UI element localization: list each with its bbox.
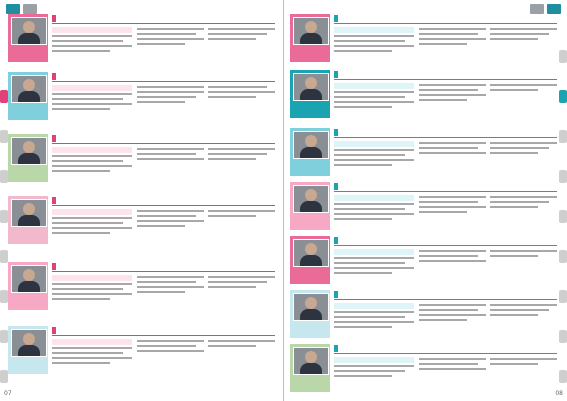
lecture-title <box>360 70 557 79</box>
page-number: 08 <box>555 390 563 397</box>
entry-title-bar <box>52 262 275 272</box>
lecture-entry <box>290 182 557 230</box>
detail-column <box>208 146 275 180</box>
detail-column <box>419 248 486 282</box>
speaker-column <box>290 344 330 392</box>
entry-body <box>52 326 275 374</box>
lecture-title <box>78 326 275 335</box>
speaker-photo <box>293 17 329 45</box>
lecture-title <box>360 128 557 137</box>
detail-column <box>490 248 557 282</box>
detail-column <box>490 82 557 116</box>
speaker-column <box>290 14 330 62</box>
entry-title-bar <box>334 128 557 138</box>
field-badge <box>334 71 338 78</box>
speaker-column <box>290 182 330 230</box>
detail-column <box>419 26 486 60</box>
entry-title-bar <box>334 14 557 24</box>
side-tab[interactable] <box>559 170 567 183</box>
field-badge <box>52 73 56 80</box>
speaker-name <box>8 165 48 174</box>
speaker-photo <box>293 239 329 267</box>
speaker-photo <box>293 185 329 213</box>
detail-column <box>208 274 275 308</box>
speaker-photo <box>293 131 329 159</box>
speaker-name <box>290 267 330 276</box>
lecture-entry <box>290 290 557 338</box>
summary-column <box>334 26 414 60</box>
detail-column <box>208 338 275 372</box>
detail-column <box>490 140 557 174</box>
detail-column <box>137 26 204 60</box>
side-tab[interactable] <box>0 90 8 103</box>
summary-column <box>334 302 414 336</box>
right-page <box>284 0 567 401</box>
lecture-entry <box>290 236 557 284</box>
side-tab[interactable] <box>559 210 567 223</box>
speaker-meta <box>290 276 330 284</box>
side-tab[interactable] <box>559 290 567 303</box>
entry-title-bar <box>52 14 275 24</box>
lecture-entry <box>8 326 275 374</box>
entry-body <box>334 14 557 62</box>
speaker-name <box>8 45 48 54</box>
speaker-column <box>8 262 48 310</box>
detail-column <box>419 194 486 228</box>
entry-body <box>334 290 557 338</box>
speaker-meta <box>290 384 330 392</box>
field-badge <box>334 183 338 190</box>
speaker-name <box>8 227 48 236</box>
speaker-meta <box>290 168 330 176</box>
entry-title-bar <box>52 326 275 336</box>
side-tab[interactable] <box>559 130 567 143</box>
side-tab[interactable] <box>0 210 8 223</box>
lecture-title <box>360 344 557 353</box>
field-badge <box>52 197 56 204</box>
speaker-column <box>290 70 330 118</box>
speaker-name <box>290 375 330 384</box>
speaker-photo <box>11 17 47 45</box>
speaker-photo <box>293 73 329 101</box>
header-tag <box>23 4 37 14</box>
speaker-meta <box>8 236 48 244</box>
header-tag <box>530 4 544 14</box>
speaker-meta <box>8 54 48 62</box>
field-badge <box>52 263 56 270</box>
entry-body <box>334 128 557 176</box>
header-tag <box>6 4 20 14</box>
speaker-meta <box>8 112 48 120</box>
lecture-entry <box>8 134 275 182</box>
speaker-photo <box>11 75 47 103</box>
entry-title-bar <box>52 72 275 82</box>
speaker-photo <box>11 265 47 293</box>
summary-column <box>52 338 132 372</box>
entry-body <box>334 344 557 392</box>
entry-title-bar <box>52 196 275 206</box>
speaker-photo <box>293 293 329 321</box>
detail-column <box>208 84 275 118</box>
speaker-photo <box>11 137 47 165</box>
speaker-meta <box>290 222 330 230</box>
side-tab[interactable] <box>559 90 567 103</box>
summary-column <box>334 140 414 174</box>
entry-body <box>52 196 275 244</box>
lecture-title <box>78 134 275 143</box>
detail-column <box>208 26 275 60</box>
detail-column <box>490 356 557 390</box>
speaker-meta <box>290 110 330 118</box>
speaker-meta <box>290 330 330 338</box>
detail-column <box>137 274 204 308</box>
speaker-photo <box>11 329 47 357</box>
speaker-name <box>290 45 330 54</box>
field-badge <box>334 345 338 352</box>
detail-column <box>419 302 486 336</box>
side-tab[interactable] <box>0 250 8 263</box>
side-tab[interactable] <box>0 290 8 303</box>
lecture-title <box>360 14 557 23</box>
detail-column <box>208 208 275 242</box>
lecture-entry <box>8 196 275 244</box>
lecture-title <box>78 14 275 23</box>
detail-column <box>137 338 204 372</box>
side-tab[interactable] <box>559 250 567 263</box>
side-tab[interactable] <box>559 370 567 383</box>
field-badge <box>334 129 338 136</box>
lecture-entry <box>8 262 275 310</box>
side-tab[interactable] <box>0 170 8 183</box>
summary-column <box>334 356 414 390</box>
speaker-column <box>8 72 48 120</box>
page-number: 07 <box>4 390 12 397</box>
detail-column <box>137 208 204 242</box>
speaker-meta <box>8 174 48 182</box>
speaker-name <box>8 293 48 302</box>
detail-column <box>137 84 204 118</box>
lecture-entry <box>290 128 557 176</box>
lecture-entry <box>290 344 557 392</box>
entry-title-bar <box>334 182 557 192</box>
speaker-column <box>8 134 48 182</box>
lecture-entry <box>8 14 275 62</box>
side-tab[interactable] <box>559 50 567 63</box>
lecture-title <box>360 236 557 245</box>
speaker-photo <box>11 199 47 227</box>
entry-body <box>52 72 275 120</box>
side-tab[interactable] <box>0 370 8 383</box>
field-badge <box>334 291 338 298</box>
entry-body <box>52 134 275 182</box>
field-badge <box>52 15 56 22</box>
speaker-meta <box>8 366 48 374</box>
summary-column <box>334 194 414 228</box>
entry-title-bar <box>334 290 557 300</box>
entry-title-bar <box>334 344 557 354</box>
entry-body <box>334 70 557 118</box>
field-badge <box>334 237 338 244</box>
lecture-title <box>78 72 275 81</box>
detail-column <box>490 26 557 60</box>
side-tab[interactable] <box>559 330 567 343</box>
speaker-meta <box>8 302 48 310</box>
lecture-title <box>78 262 275 271</box>
speaker-column <box>8 326 48 374</box>
lecture-title <box>360 290 557 299</box>
speaker-column <box>8 196 48 244</box>
lecture-entry <box>290 70 557 118</box>
speaker-name <box>290 101 330 110</box>
summary-column <box>334 82 414 116</box>
entry-body <box>52 14 275 62</box>
lecture-title <box>360 182 557 191</box>
field-badge <box>334 15 338 22</box>
lecture-title <box>78 196 275 205</box>
speaker-meta <box>290 54 330 62</box>
entry-body <box>52 262 275 310</box>
entry-title-bar <box>334 70 557 80</box>
entry-title-bar <box>52 134 275 144</box>
field-badge <box>52 327 56 334</box>
speaker-name <box>290 321 330 330</box>
summary-column <box>52 84 132 118</box>
lecture-entry <box>8 72 275 120</box>
speaker-column <box>290 128 330 176</box>
lecture-entry <box>290 14 557 62</box>
detail-column <box>137 146 204 180</box>
detail-column <box>419 82 486 116</box>
detail-column <box>490 194 557 228</box>
header-tag <box>547 4 561 14</box>
entry-body <box>334 182 557 230</box>
entry-title-bar <box>334 236 557 246</box>
side-tab[interactable] <box>0 130 8 143</box>
speaker-name <box>8 103 48 112</box>
field-badge <box>52 135 56 142</box>
speaker-column <box>8 14 48 62</box>
summary-column <box>334 248 414 282</box>
detail-column <box>419 140 486 174</box>
detail-column <box>490 302 557 336</box>
left-page <box>0 0 283 401</box>
summary-column <box>52 208 132 242</box>
speaker-name <box>8 357 48 366</box>
side-tab[interactable] <box>0 330 8 343</box>
detail-column <box>419 356 486 390</box>
speaker-name <box>290 159 330 168</box>
speaker-column <box>290 236 330 284</box>
speaker-name <box>290 213 330 222</box>
summary-column <box>52 274 132 308</box>
summary-column <box>52 26 132 60</box>
speaker-column <box>290 290 330 338</box>
entry-body <box>334 236 557 284</box>
summary-column <box>52 146 132 180</box>
speaker-photo <box>293 347 329 375</box>
